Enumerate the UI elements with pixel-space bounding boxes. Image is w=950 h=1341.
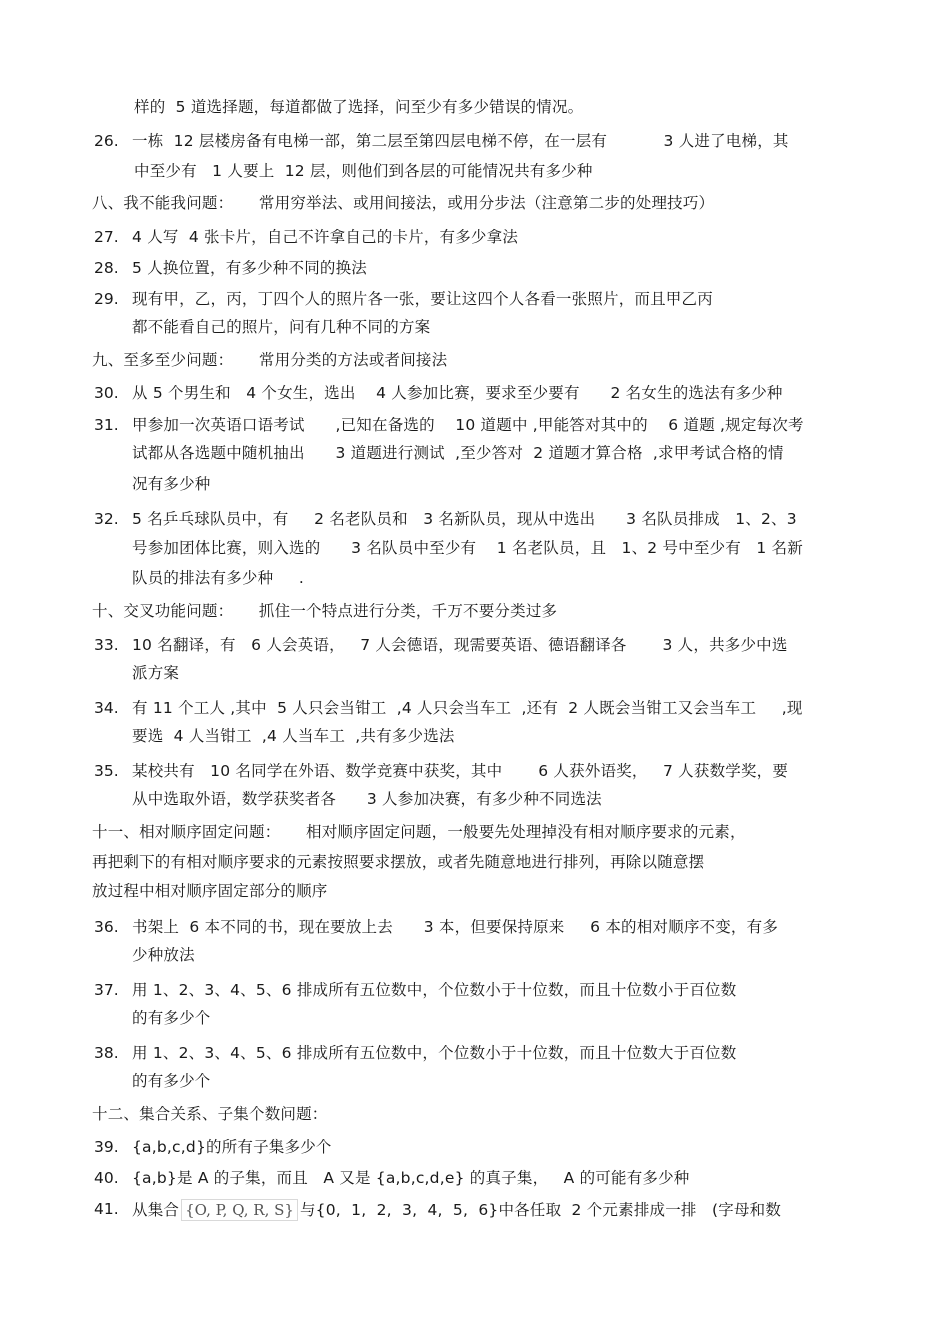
q41-text-before: 从集合 xyxy=(132,1201,180,1219)
question-number: 30. xyxy=(94,384,119,402)
text-line: 样的 5 道选择题，每道都做了选择，问至少有多少错误的情况。 xyxy=(134,98,584,116)
question-text-line: 有 11 个工人 ,其中 5 人只会当钳工 ,4 人只会当车工 ,还有 2 人既会当钳工又会当车工 ,现 xyxy=(132,699,803,717)
question-number: 41. xyxy=(94,1200,119,1218)
question-number: 34. xyxy=(94,699,119,717)
question-text-line: 5 名乒乓球队员中，有 2 名老队员和 3 名新队员，现从中选出 3 名队员排成 1、2、3 xyxy=(132,510,797,528)
question-number: 26. xyxy=(94,132,119,150)
text-line: 中至少有 1 人要上 12 层，则他们到各层的可能情况共有多少种 xyxy=(134,162,593,180)
question-text-line: {a,b}是 A 的子集，而且 A 又是 {a,b,c,d,e} 的真子集， A 的可能有多少种 xyxy=(132,1169,690,1187)
question-number: 35. xyxy=(94,762,119,780)
text-line: 八、我不能我问题： 常用穷举法、或用间接法，或用分步法（注意第二步的处理技巧） xyxy=(92,194,715,212)
text-line: 都不能看自己的照片，问有几种不同的方案 xyxy=(132,318,431,336)
text-line: 的有多少个 xyxy=(132,1009,211,1027)
question-text-line: 4 人写 4 张卡片，自己不许拿自己的卡片，有多少拿法 xyxy=(132,228,519,246)
text-line: 十一、相对顺序固定问题： 相对顺序固定问题，一般要先处理掉没有相对顺序要求的元素， xyxy=(92,823,746,841)
text-line: 放过程中相对顺序固定部分的顺序 xyxy=(92,882,328,900)
text-line: 的有多少个 xyxy=(132,1072,211,1090)
question-number: 37. xyxy=(94,981,119,999)
text-line: 号参加团体比赛，则入选的 3 名队员中至少有 1 名老队员，且 1、2 号中至少有 1 名新 xyxy=(132,539,803,557)
question-text-line: 甲参加一次英语口语考试 ,已知在备选的 10 道题中 ,甲能答对其中的 6 道题 ,规定每次考 xyxy=(132,416,804,434)
question-text-line xyxy=(132,1199,781,1221)
text-line: 十、交叉功能问题： 抓住一个特点进行分类，千万不要分类过多 xyxy=(92,602,558,620)
question-number: 31. xyxy=(94,416,119,434)
text-line: 从中选取外语，数学获奖者各 3 人参加决赛，有多少种不同选法 xyxy=(132,790,602,808)
question-text-line: 书架上 6 本不同的书，现在要放上去 3 本，但要保持原来 6 本的相对顺序不变，有多 xyxy=(132,918,779,936)
question-text-line: {a,b,c,d}的所有子集多少个 xyxy=(132,1138,332,1156)
question-number: 38. xyxy=(94,1044,119,1062)
text-line: 九、至多至少问题： 常用分类的方法或者间接法 xyxy=(92,351,448,369)
question-text-line: 用 1、2、3、4、5、6 排成所有五位数中，个位数小于十位数，而且十位数小于百位数 xyxy=(132,981,737,999)
text-line: 试都从各选题中随机抽出 3 道题进行测试 ,至少答对 2 道题才算合格 ,求甲考试合格的情 xyxy=(132,444,784,462)
question-text-line: 从 5 个男生和 4 个女生，选出 4 人参加比赛，要求至少要有 2 名女生的选法有多少种 xyxy=(132,384,783,402)
text-line: 派方案 xyxy=(132,664,180,682)
text-line: 十二、集合关系、子集个数问题： xyxy=(92,1105,328,1123)
question-text-line: 10 名翻译，有 6 人会英语， 7 人会德语，现需要英语、德语翻译各 3 人，共多少中选 xyxy=(132,636,788,654)
text-line: 少种放法 xyxy=(132,946,195,964)
question-text-line: 现有甲，乙，丙，丁四个人的照片各一张，要让这四个人各看一张照片，而且甲乙丙 xyxy=(132,290,713,308)
question-number: 40. xyxy=(94,1169,119,1187)
question-number: 27. xyxy=(94,228,119,246)
letter-set-image: {O, P, Q, R, S} xyxy=(181,1199,298,1221)
question-number: 32. xyxy=(94,510,119,528)
question-text-line: 一栋 12 层楼房备有电梯一部，第二层至第四层电梯不停，在一层有 3 人进了电梯，其 xyxy=(132,132,789,150)
text-line: 要选 4 人当钳工 ,4 人当车工 ,共有多少选法 xyxy=(132,727,455,745)
question-text-line: 用 1、2、3、4、5、6 排成所有五位数中，个位数小于十位数，而且十位数大于百位数 xyxy=(132,1044,737,1062)
question-text-line: 5 人换位置，有多少种不同的换法 xyxy=(132,259,367,277)
question-number: 36. xyxy=(94,918,119,936)
question-number: 28. xyxy=(94,259,119,277)
question-text-line: 某校共有 10 名同学在外语、数学竞赛中获奖，其中 6 人获外语奖， 7 人获数学奖，要 xyxy=(132,762,789,780)
text-line: 队员的排法有多少种 . xyxy=(132,569,305,587)
text-line: 况有多少种 xyxy=(132,475,211,493)
question-number: 33. xyxy=(94,636,119,654)
text-line: 再把剩下的有相对顺序要求的元素按照要求摆放，或者先随意地进行排列，再除以随意摆 xyxy=(92,853,705,871)
question-number: 29. xyxy=(94,290,119,308)
q41-text-after: 与{0, 1, 2, 3, 4, 5, 6}中各任取 2 个元素排成一排 (字母和数 xyxy=(299,1201,782,1219)
question-number: 39. xyxy=(94,1138,119,1156)
